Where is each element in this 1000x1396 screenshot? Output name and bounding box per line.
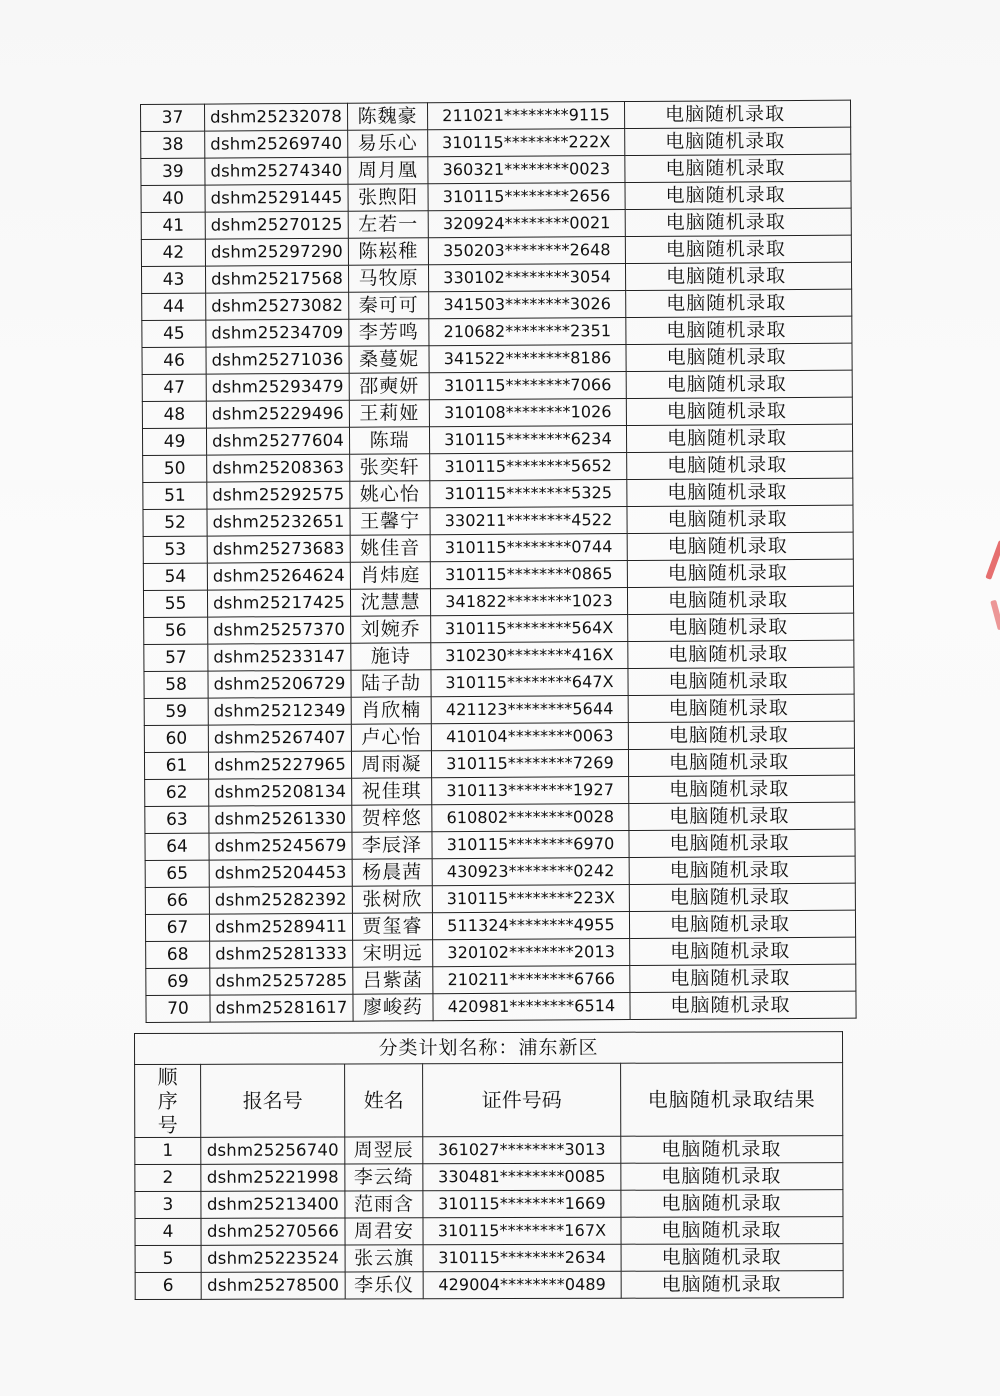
cert-no-cell: 310115********5325	[430, 480, 627, 508]
seq-cell: 54	[143, 563, 207, 590]
reg-no-cell: dshm25278500	[201, 1272, 345, 1299]
cert-no-cell: 610802********0028	[432, 804, 629, 832]
red-edge-mark	[990, 600, 1000, 631]
reg-no-cell: dshm25234709	[206, 319, 349, 347]
reg-no-cell: dshm25208363	[207, 454, 350, 482]
table-row	[144, 640, 854, 671]
reg-no-cell: dshm25227965	[208, 751, 351, 779]
name-cell: 王馨宁	[350, 508, 430, 535]
reg-no-cell: dshm25217568	[205, 265, 348, 293]
reg-no-cell: dshm25277604	[206, 427, 349, 455]
reg-no-cell: dshm25273082	[206, 292, 349, 320]
cert-no-cell: 310115********6234	[429, 426, 626, 454]
table-row	[144, 613, 854, 644]
table-row	[145, 802, 855, 833]
cert-no-cell: 429004********0489	[423, 1271, 621, 1299]
table-row	[141, 235, 851, 266]
table-row	[135, 1244, 843, 1273]
reg-no-cell: dshm25281617	[210, 994, 353, 1022]
result-cell: 电脑随机录取	[630, 937, 856, 965]
admission-table-pudong	[134, 1031, 844, 1300]
cert-no-cell: 420981********6514	[433, 993, 630, 1021]
result-cell: 电脑随机录取	[625, 181, 851, 209]
admission-table-upper	[140, 100, 857, 1023]
result-cell: 电脑随机录取	[629, 829, 855, 857]
name-cell: 贺梓悠	[352, 805, 432, 832]
seq-cell: 52	[143, 509, 207, 536]
cert-no-cell: 310115********647X	[431, 669, 628, 697]
cert-no-cell: 310115********0865	[430, 561, 627, 589]
cert-no-cell: 310115********5652	[430, 453, 627, 481]
table-row	[143, 478, 853, 509]
seq-cell: 60	[144, 725, 208, 752]
cert-no-cell: 310115********2634	[423, 1244, 621, 1272]
name-cell: 刘婉乔	[351, 616, 431, 643]
table-row	[142, 424, 852, 455]
name-cell: 李云绮	[345, 1164, 423, 1191]
name-cell: 周雨凝	[351, 751, 431, 778]
name-cell: 张树欣	[352, 886, 432, 913]
result-cell: 电脑随机录取	[629, 883, 855, 911]
name-cell: 吕紫菡	[353, 967, 433, 994]
table-row	[135, 1163, 843, 1192]
seq-cell: 53	[143, 536, 207, 563]
name-cell: 肖炜庭	[350, 562, 430, 589]
result-cell: 电脑随机录取	[628, 667, 854, 695]
name-cell: 陆子劼	[351, 670, 431, 697]
table-row	[143, 505, 853, 536]
name-cell: 李芳鸣	[349, 319, 429, 346]
reg-no-cell: dshm25274340	[205, 157, 348, 185]
result-cell: 电脑随机录取	[627, 532, 853, 560]
seq-cell: 42	[141, 239, 205, 266]
name-cell: 张煦阳	[348, 184, 428, 211]
name-cell: 李乐仪	[345, 1272, 423, 1299]
seq-cell: 47	[142, 374, 206, 401]
seq-cell: 37	[141, 104, 205, 131]
result-cell: 电脑随机录取	[621, 1271, 843, 1299]
result-cell: 电脑随机录取	[629, 856, 855, 884]
reg-no-cell: dshm25213400	[201, 1191, 345, 1218]
result-cell: 电脑随机录取	[621, 1163, 843, 1191]
name-cell: 左若一	[348, 211, 428, 238]
table-row	[141, 208, 851, 239]
result-cell: 电脑随机录取	[621, 1136, 843, 1164]
name-cell: 张奕轩	[350, 454, 430, 481]
reg-no-cell: dshm25221998	[201, 1164, 345, 1191]
seq-cell: 58	[144, 671, 208, 698]
seq-cell: 51	[143, 482, 207, 509]
seq-cell: 5	[135, 1245, 201, 1272]
table-row	[135, 1271, 843, 1300]
reg-no-cell: dshm25271036	[206, 346, 349, 374]
seq-cell: 43	[141, 266, 205, 293]
seq-cell: 66	[145, 887, 209, 914]
seq-cell: 48	[142, 401, 206, 428]
result-cell: 电脑随机录取	[621, 1190, 843, 1218]
result-cell: 电脑随机录取	[628, 640, 854, 668]
table-row	[143, 451, 853, 482]
reg-no-cell: dshm25206729	[208, 670, 351, 698]
table-header-row	[135, 1063, 843, 1138]
table-row	[135, 1190, 843, 1219]
cert-no-cell: 430923********0242	[432, 858, 629, 886]
cert-no-cell: 310115********564X	[431, 615, 628, 643]
seq-cell: 70	[146, 995, 210, 1022]
seq-cell: 39	[141, 158, 205, 185]
cert-no-cell: 310115********6970	[432, 831, 629, 859]
reg-no-cell: dshm25282392	[209, 886, 352, 914]
name-cell: 王莉娅	[349, 400, 429, 427]
reg-no-cell: dshm25223524	[201, 1245, 345, 1272]
name-cell: 易乐心	[348, 130, 428, 157]
cert-no-cell: 310230********416X	[431, 642, 628, 670]
table-row	[142, 316, 852, 347]
cert-no-cell: 511324********4955	[432, 912, 629, 940]
cert-no-cell: 310115********0744	[430, 534, 627, 562]
name-cell: 桑蔓妮	[349, 346, 429, 373]
header-reg-no: 报名号	[201, 1064, 345, 1137]
table-row	[144, 721, 854, 752]
cert-no-cell: 361027********3013	[423, 1136, 621, 1164]
seq-cell: 4	[135, 1218, 201, 1245]
result-cell: 电脑随机录取	[626, 370, 852, 398]
result-cell: 电脑随机录取	[626, 316, 852, 344]
reg-no-cell: dshm25281333	[210, 940, 353, 968]
cert-no-cell: 320102********2013	[433, 939, 630, 967]
table-row	[145, 856, 855, 887]
seq-cell: 56	[144, 617, 208, 644]
result-cell: 电脑随机录取	[629, 802, 855, 830]
cert-no-cell: 210682********2351	[429, 318, 626, 346]
table-row	[135, 1136, 843, 1165]
result-cell: 电脑随机录取	[628, 613, 854, 641]
table-row	[143, 559, 853, 590]
table-row	[144, 748, 854, 779]
reg-no-cell: dshm25229496	[206, 400, 349, 428]
reg-no-cell: dshm25264624	[207, 562, 350, 590]
name-cell: 杨晨茜	[352, 859, 432, 886]
reg-no-cell: dshm25233147	[208, 643, 351, 671]
table-row	[144, 694, 854, 725]
table-row	[141, 154, 851, 185]
result-cell: 电脑随机录取	[626, 424, 852, 452]
name-cell: 姚心怡	[350, 481, 430, 508]
cert-no-cell: 341522********8186	[429, 345, 626, 373]
result-cell: 电脑随机录取	[630, 991, 856, 1019]
cert-no-cell: 310115********223X	[432, 885, 629, 913]
header-seq	[135, 1064, 201, 1137]
table-row	[145, 883, 855, 914]
reg-no-cell: dshm25267407	[208, 724, 351, 752]
name-cell: 祝佳琪	[352, 778, 432, 805]
table-row	[143, 586, 853, 617]
name-cell: 廖峻药	[353, 994, 433, 1021]
cert-no-cell: 310115********1669	[423, 1190, 621, 1218]
cert-no-cell: 341822********1023	[430, 588, 627, 616]
cert-no-cell: 211021********9115	[427, 102, 624, 130]
name-cell: 施诗	[351, 643, 431, 670]
result-cell: 电脑随机录取	[626, 397, 852, 425]
reg-no-cell: dshm25257285	[210, 967, 353, 995]
seq-cell: 68	[146, 941, 210, 968]
reg-no-cell: dshm25257370	[208, 616, 351, 644]
result-cell: 电脑随机录取	[627, 559, 853, 587]
name-cell: 邵奭妍	[349, 373, 429, 400]
seq-cell: 2	[135, 1164, 201, 1191]
seq-cell: 41	[141, 212, 205, 239]
cert-no-cell: 421123********5644	[431, 696, 628, 724]
cert-no-cell: 360321********0023	[428, 156, 625, 184]
seq-cell: 62	[145, 779, 209, 806]
cert-no-cell: 330481********0085	[423, 1163, 621, 1191]
result-cell: 电脑随机录取	[628, 721, 854, 749]
table-row	[146, 991, 856, 1022]
name-cell: 卢心怡	[351, 724, 431, 751]
seq-cell: 40	[141, 185, 205, 212]
seq-cell: 63	[145, 806, 209, 833]
reg-no-cell: dshm25291445	[205, 184, 348, 212]
table-row	[142, 370, 852, 401]
name-cell: 贾玺睿	[352, 913, 432, 940]
name-cell: 马牧原	[348, 265, 428, 292]
reg-no-cell: dshm25273683	[207, 535, 350, 563]
cert-no-cell: 350203********2648	[428, 237, 625, 265]
seq-cell: 67	[145, 914, 209, 941]
cert-no-cell: 310115********7269	[431, 750, 628, 778]
seq-cell: 45	[142, 320, 206, 347]
result-cell: 电脑随机录取	[625, 154, 851, 182]
name-cell: 陈崧稚	[348, 238, 428, 265]
red-edge-mark	[985, 540, 1000, 580]
cert-no-cell: 410104********0063	[431, 723, 628, 751]
cert-no-cell: 330211********4522	[430, 507, 627, 535]
seq-cell: 55	[143, 590, 207, 617]
name-cell: 周翌辰	[345, 1137, 423, 1164]
cert-no-cell: 310115********7066	[429, 372, 626, 400]
result-cell: 电脑随机录取	[626, 343, 852, 371]
table-row	[142, 289, 852, 320]
name-cell: 周君安	[345, 1218, 423, 1245]
result-cell: 电脑随机录取	[625, 235, 851, 263]
reg-no-cell: dshm25232078	[205, 103, 348, 131]
name-cell: 张云旗	[345, 1245, 423, 1272]
cert-no-cell: 341503********3026	[429, 291, 626, 319]
cert-no-cell: 330102********3054	[428, 264, 625, 292]
seq-cell: 64	[145, 833, 209, 860]
reg-no-cell: dshm25293479	[206, 373, 349, 401]
header-cert-no: 证件号码	[423, 1063, 621, 1137]
seq-cell: 65	[145, 860, 209, 887]
seq-cell: 61	[144, 752, 208, 779]
section-title-row	[135, 1032, 843, 1065]
table-row	[141, 262, 851, 293]
table-row	[141, 100, 851, 131]
seq-cell: 1	[135, 1137, 201, 1164]
table-row	[145, 829, 855, 860]
name-cell: 肖欣楠	[351, 697, 431, 724]
name-cell: 宋明远	[353, 940, 433, 967]
seq-cell: 69	[146, 968, 210, 995]
result-cell: 电脑随机录取	[627, 505, 853, 533]
reg-no-cell: dshm25256740	[201, 1137, 345, 1164]
reg-no-cell: dshm25208134	[209, 778, 352, 806]
table-row	[141, 127, 851, 158]
table-row	[145, 910, 855, 941]
cert-no-cell: 320924********0021	[428, 210, 625, 238]
cert-no-cell: 310113********1927	[432, 777, 629, 805]
result-cell: 电脑随机录取	[628, 694, 854, 722]
header-seq-label: 顺序号	[157, 1064, 178, 1137]
section-title: 分类计划名称：浦东新区	[135, 1032, 843, 1065]
cert-no-cell: 310115********222X	[428, 129, 625, 157]
reg-no-cell: dshm25217425	[207, 589, 350, 617]
reg-no-cell: dshm25261330	[209, 805, 352, 833]
table-row	[135, 1217, 843, 1246]
result-cell: 电脑随机录取	[624, 100, 850, 128]
seq-cell: 49	[142, 428, 206, 455]
table-row	[145, 775, 855, 806]
table-row	[143, 532, 853, 563]
name-cell: 陈瑞	[349, 427, 429, 454]
result-cell: 电脑随机录取	[626, 289, 852, 317]
seq-cell: 57	[144, 644, 208, 671]
name-cell: 范雨含	[345, 1191, 423, 1218]
result-cell: 电脑随机录取	[625, 262, 851, 290]
result-cell: 电脑随机录取	[621, 1217, 843, 1245]
reg-no-cell: dshm25270125	[205, 211, 348, 239]
result-cell: 电脑随机录取	[627, 586, 853, 614]
seq-cell: 44	[142, 293, 206, 320]
reg-no-cell: dshm25292575	[207, 481, 350, 509]
result-cell: 电脑随机录取	[627, 478, 853, 506]
result-cell: 电脑随机录取	[621, 1244, 843, 1272]
result-cell: 电脑随机录取	[625, 208, 851, 236]
result-cell: 电脑随机录取	[625, 127, 851, 155]
name-cell: 姚佳音	[350, 535, 430, 562]
reg-no-cell: dshm25232651	[207, 508, 350, 536]
name-cell: 周月凰	[348, 157, 428, 184]
header-result: 电脑随机录取结果	[621, 1063, 843, 1137]
seq-cell: 46	[142, 347, 206, 374]
table-row	[146, 964, 856, 995]
result-cell: 电脑随机录取	[628, 748, 854, 776]
seq-cell: 50	[143, 455, 207, 482]
table-row	[144, 667, 854, 698]
result-cell: 电脑随机录取	[629, 775, 855, 803]
reg-no-cell: dshm25297290	[205, 238, 348, 266]
header-name: 姓名	[345, 1064, 423, 1137]
result-cell: 电脑随机录取	[629, 910, 855, 938]
name-cell: 陈魏豪	[347, 103, 427, 130]
seq-cell: 38	[141, 131, 205, 158]
result-cell: 电脑随机录取	[627, 451, 853, 479]
seq-cell: 59	[144, 698, 208, 725]
reg-no-cell: dshm25270566	[201, 1218, 345, 1245]
seq-cell: 6	[135, 1272, 201, 1299]
reg-no-cell: dshm25204453	[209, 859, 352, 887]
table-row	[142, 343, 852, 374]
cert-no-cell: 310115********2656	[428, 183, 625, 211]
reg-no-cell: dshm25269740	[205, 130, 348, 158]
reg-no-cell: dshm25245679	[209, 832, 352, 860]
name-cell: 沈慧慧	[350, 589, 430, 616]
cert-no-cell: 310108********1026	[429, 399, 626, 427]
result-cell: 电脑随机录取	[630, 964, 856, 992]
table-row	[146, 937, 856, 968]
reg-no-cell: dshm25289411	[209, 913, 352, 941]
cert-no-cell: 310115********167X	[423, 1217, 621, 1245]
table-row	[142, 397, 852, 428]
reg-no-cell: dshm25212349	[208, 697, 351, 725]
cert-no-cell: 210211********6766	[433, 966, 630, 994]
table-row	[141, 181, 851, 212]
name-cell: 李辰泽	[352, 832, 432, 859]
name-cell: 秦可可	[349, 292, 429, 319]
seq-cell: 3	[135, 1191, 201, 1218]
